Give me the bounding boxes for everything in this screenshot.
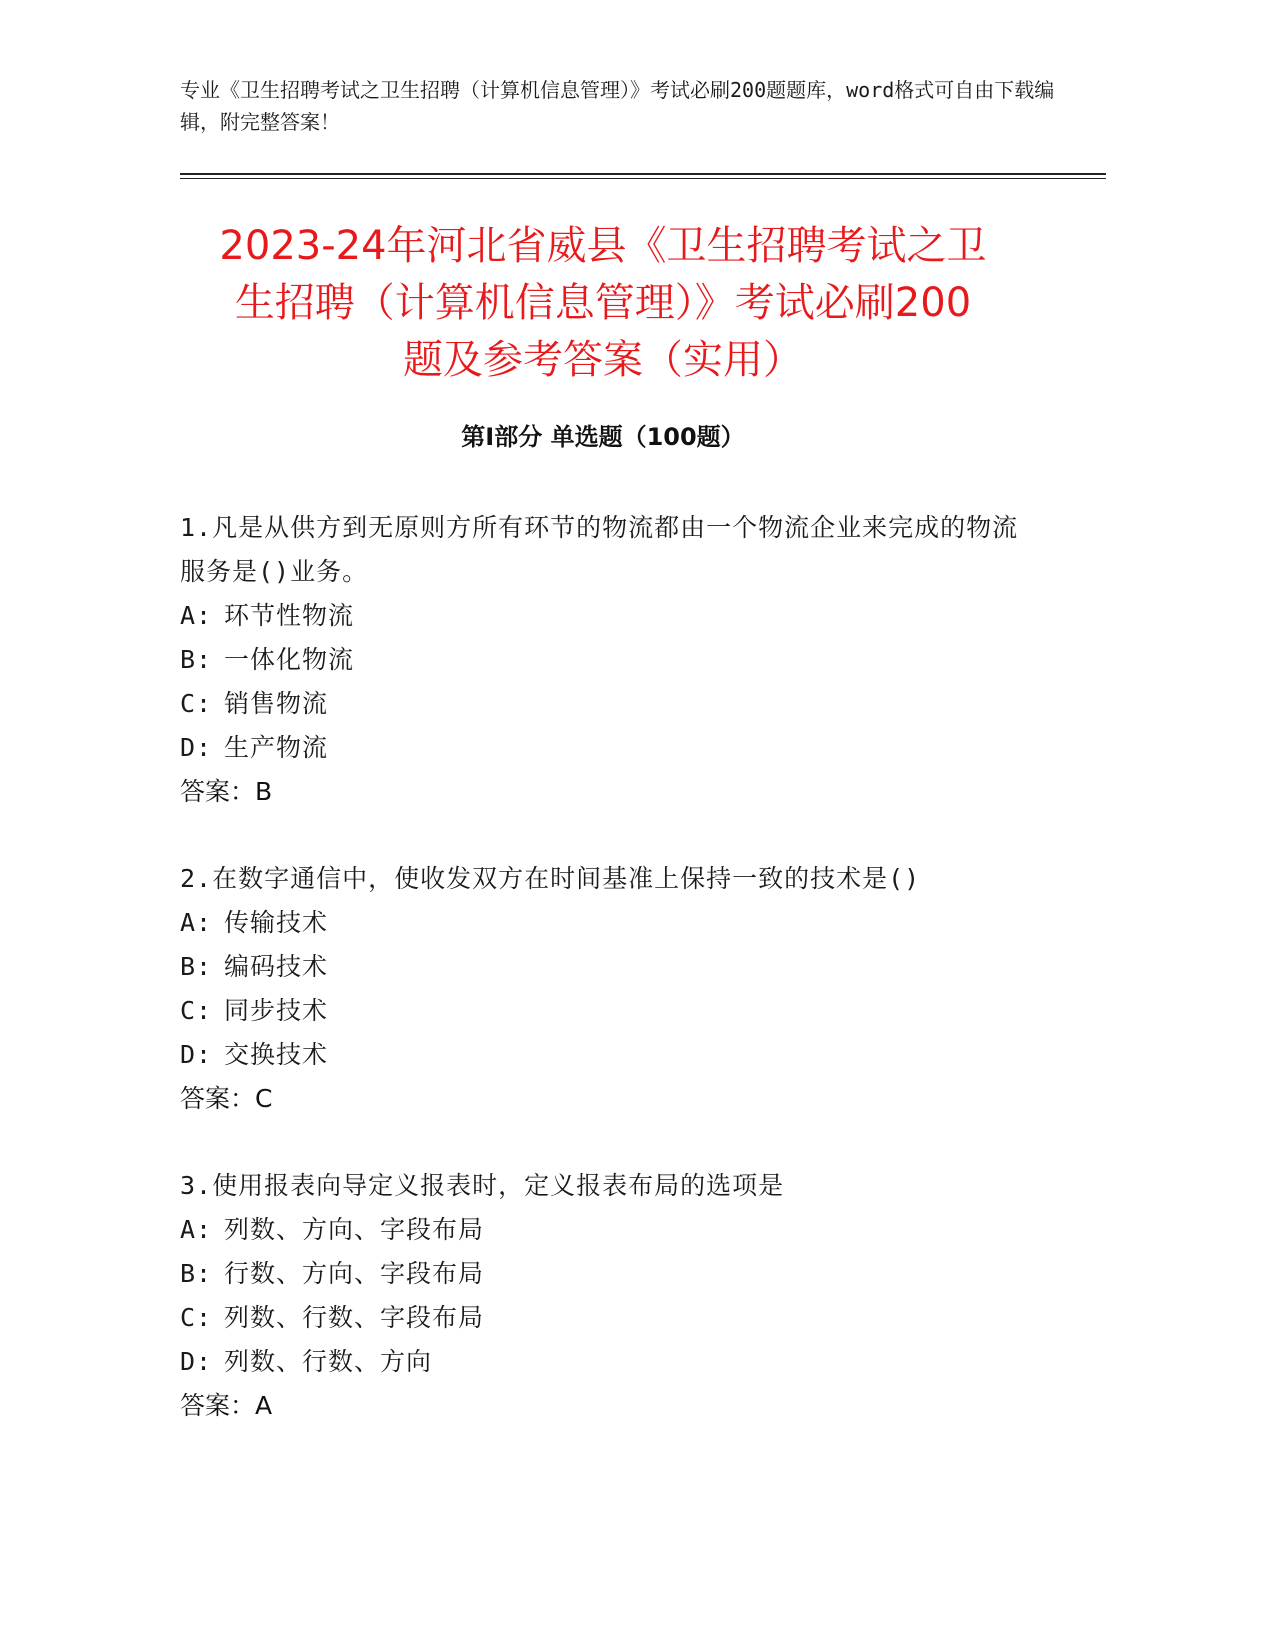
answer-label: 答案： (180, 1084, 256, 1113)
option-letter: C: (180, 689, 213, 718)
section-title: 第Ⅰ部分 单选题（100题） (461, 423, 745, 451)
title-line-2: 生招聘（计算机信息管理）》考试必刷200 (234, 280, 972, 326)
answer-value: A (255, 1391, 273, 1420)
option-letter: D: (180, 733, 213, 762)
option-text: 列数、行数、字段布局 (224, 1303, 485, 1332)
option-text: 销售物流 (224, 689, 329, 718)
option-d (180, 1340, 1040, 1384)
option-a (180, 594, 1040, 638)
option-d (180, 726, 1040, 770)
question-stem: 1.凡是从供方到无原则方所有环节的物流都由一个物流企业来完成的物流服务是()业务。 (180, 513, 1019, 586)
option-text: 列数、行数、方向 (224, 1347, 433, 1376)
option-a (180, 1208, 1040, 1252)
title-line-1: 2023-24年河北省威县《卫生招聘考试之卫 (219, 223, 987, 269)
option-text: 行数、方向、字段布局 (224, 1259, 485, 1288)
option-letter: C: (180, 996, 213, 1025)
header-divider-thin (180, 178, 1106, 179)
option-letter: B: (180, 1259, 213, 1288)
option-letter: C: (180, 1303, 213, 1332)
option-letter: B: (180, 952, 213, 981)
header-note: 专业《卫生招聘考试之卫生招聘（计算机信息管理）》考试必刷200题题库，word格式可自由下载编辑，附完整答案！ (180, 78, 1055, 134)
option-text: 环节性物流 (224, 601, 355, 630)
option-letter: B: (180, 645, 213, 674)
title-line-3: 题及参考答案（实用） (403, 337, 803, 383)
option-text: 同步技术 (224, 996, 329, 1025)
answer-line (180, 1384, 1040, 1428)
answer-value: B (255, 777, 273, 806)
option-b (180, 945, 1040, 989)
option-b (180, 1252, 1040, 1296)
document-title (180, 218, 1026, 389)
option-d (180, 1033, 1040, 1077)
question-list (180, 506, 1040, 1471)
question-stem: 2.在数字通信中，使收发双方在时间基准上保持一致的技术是() (180, 864, 921, 893)
option-c (180, 1296, 1040, 1340)
option-letter: A: (180, 601, 213, 630)
question-2 (180, 857, 1040, 1121)
option-text: 列数、方向、字段布局 (224, 1215, 485, 1244)
answer-label: 答案： (180, 1391, 256, 1420)
option-a (180, 901, 1040, 945)
header-divider-thick (180, 173, 1106, 175)
answer-line (180, 1077, 1040, 1121)
option-c (180, 682, 1040, 726)
option-letter: A: (180, 1215, 213, 1244)
option-text: 编码技术 (224, 952, 329, 981)
option-letter: D: (180, 1347, 213, 1376)
question-1 (180, 506, 1040, 814)
answer-line (180, 770, 1040, 814)
question-stem: 3.使用报表向导定义报表时，定义报表布局的选项是 (180, 1171, 785, 1200)
option-letter: D: (180, 1040, 213, 1069)
option-b (180, 638, 1040, 682)
option-text: 一体化物流 (224, 645, 355, 674)
option-letter: A: (180, 908, 213, 937)
answer-value: C (255, 1084, 273, 1113)
option-text: 交换技术 (224, 1040, 329, 1069)
option-text: 传输技术 (224, 908, 329, 937)
option-c (180, 989, 1040, 1033)
question-3 (180, 1164, 1040, 1428)
answer-label: 答案： (180, 777, 256, 806)
option-text: 生产物流 (224, 733, 329, 762)
